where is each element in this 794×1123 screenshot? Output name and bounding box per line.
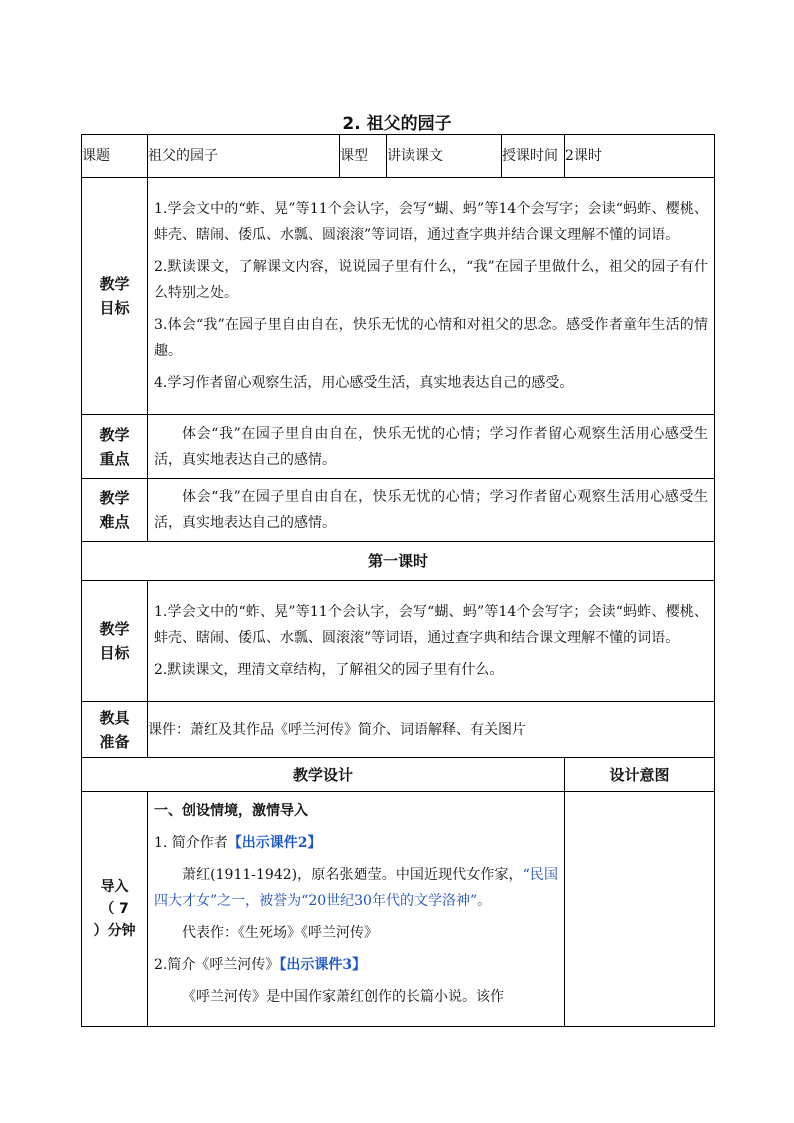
intent-cell [565, 792, 715, 1027]
intro-label-line1: 导入 [100, 879, 129, 895]
goals-content [148, 178, 715, 415]
topic-value: 祖父的园子 [148, 135, 340, 178]
label-topic: 课题 [82, 135, 148, 178]
difficulties-label-text: 教学难点 [99, 489, 130, 531]
keypoints-text: 体会“我”在园子里自由自在，快乐无忧的心情；学习作者留心观察生活用心感受生活，真实地表达自己的感情。 [154, 425, 709, 468]
label-type: 课型 [340, 135, 387, 178]
prep-content: 课件：萧红及其作品《呼兰河传》简介、词语解释、有关图片 [148, 702, 715, 758]
lesson1-heading: 第一课时 [82, 542, 715, 581]
bio-plain: 萧红(1911-1942)，原名张廼莹。中国近现代女作家， [182, 867, 523, 883]
item1-line [148, 827, 564, 859]
keypoints-row [82, 415, 715, 479]
lesson1-goals-content [148, 581, 715, 702]
intro-content [148, 792, 565, 1027]
difficulties-text: 体会“我”在园子里自由自在，快乐无忧的心情；学习作者留心观察生活用心感受生活，真实地表达自己的感情。 [154, 489, 709, 531]
item2-prefix: 2.简介《呼兰河传》 [154, 957, 280, 973]
type-value: 讲读课文 [387, 135, 502, 178]
lesson1-goals-label [82, 581, 148, 702]
design-col-header: 教学设计 [82, 758, 565, 792]
intro-label-line2: （ 7 [100, 901, 129, 917]
item2-text: 《呼兰河传》是中国作家萧红创作的长篇小说。该作 [182, 989, 504, 1005]
keypoints-content [148, 415, 715, 479]
lesson1-goals-label-text: 教学目标 [99, 620, 130, 662]
lesson1-goal-item: 2.默读课文，理清文章结构，了解祖父的园子里有什么。 [154, 662, 504, 678]
difficulties-label [82, 479, 148, 542]
goal-item: 1.学会文中的“蚱、晃”等11个会认字，会写“蝴、蚂”等14个会写字；会读“蚂蚱、樱桃、蚌壳、瞎闹、倭瓜、水瓢、圆滚滚”等词语，通过查字典并结合课文理解不懂的词语。 [154, 201, 709, 243]
bio-bold: “民国四大才女”之一，被誉为“20世纪30年代的文学洛神”。 [154, 867, 558, 909]
goal-item: 4.学习作者留心观察生活，用心感受生活，真实地表达自己的感受。 [154, 375, 574, 391]
design-header-row [82, 758, 715, 792]
intro-content-clip [148, 792, 564, 1024]
difficulties-content [148, 479, 715, 542]
label-time: 授课时间 [502, 135, 565, 178]
goal-item: 2.默读课文，了解课文内容，说说园子里有什么，“我”在园子里做什么，祖父的园子有什么特别之处。 [154, 259, 709, 301]
section-title: 一、创设情境，激情导入 [154, 803, 308, 819]
prep-label-text: 教具准备 [99, 708, 130, 751]
item1-prefix: 1. 简介作者 [154, 835, 228, 851]
intent-col-header: 设计意图 [565, 758, 715, 792]
goals-row [82, 178, 715, 415]
prep-row [82, 702, 715, 758]
prep-label [82, 702, 148, 758]
intro-label [82, 792, 148, 1027]
works-line: 代表作：《生死场》《呼兰河传》 [182, 925, 378, 941]
keypoints-label-text: 教学重点 [99, 425, 130, 468]
intro-row [82, 792, 715, 1027]
time-value: 2课时 [565, 135, 715, 178]
lesson1-goal-item: 1.学会文中的“蚱、晃”等11个会认字，会写“蝴、蚂”等14个会写字；会读“蚂蚱、樱桃、蚌壳、瞎闹、倭瓜、水瓢、圆滚滚”等词语，通过查字典和结合课文理解不懂的词语。 [154, 604, 709, 646]
goal-item: 3.体会“我”在园子里自由自在，快乐无忧的心情和对祖父的思念。感受作者童年生活的情趣。 [154, 317, 709, 359]
keypoints-label [82, 415, 148, 479]
lesson1-goals-row [82, 581, 715, 702]
header-row [82, 135, 715, 178]
difficulties-row [82, 479, 715, 542]
lesson1-heading-row [82, 542, 715, 581]
item2-line [148, 949, 564, 981]
goals-label [82, 178, 148, 415]
lesson-plan-table [81, 134, 715, 1027]
goals-label-text: 教学目标 [99, 275, 130, 317]
bio-paragraph [148, 859, 564, 917]
item2-tag: 【出示课件3】 [279, 957, 367, 973]
intro-label-line3: ）分钟 [93, 923, 136, 939]
page-title: 2. 祖父的园子 [342, 114, 452, 134]
item1-tag: 【出示课件2】 [227, 835, 322, 851]
